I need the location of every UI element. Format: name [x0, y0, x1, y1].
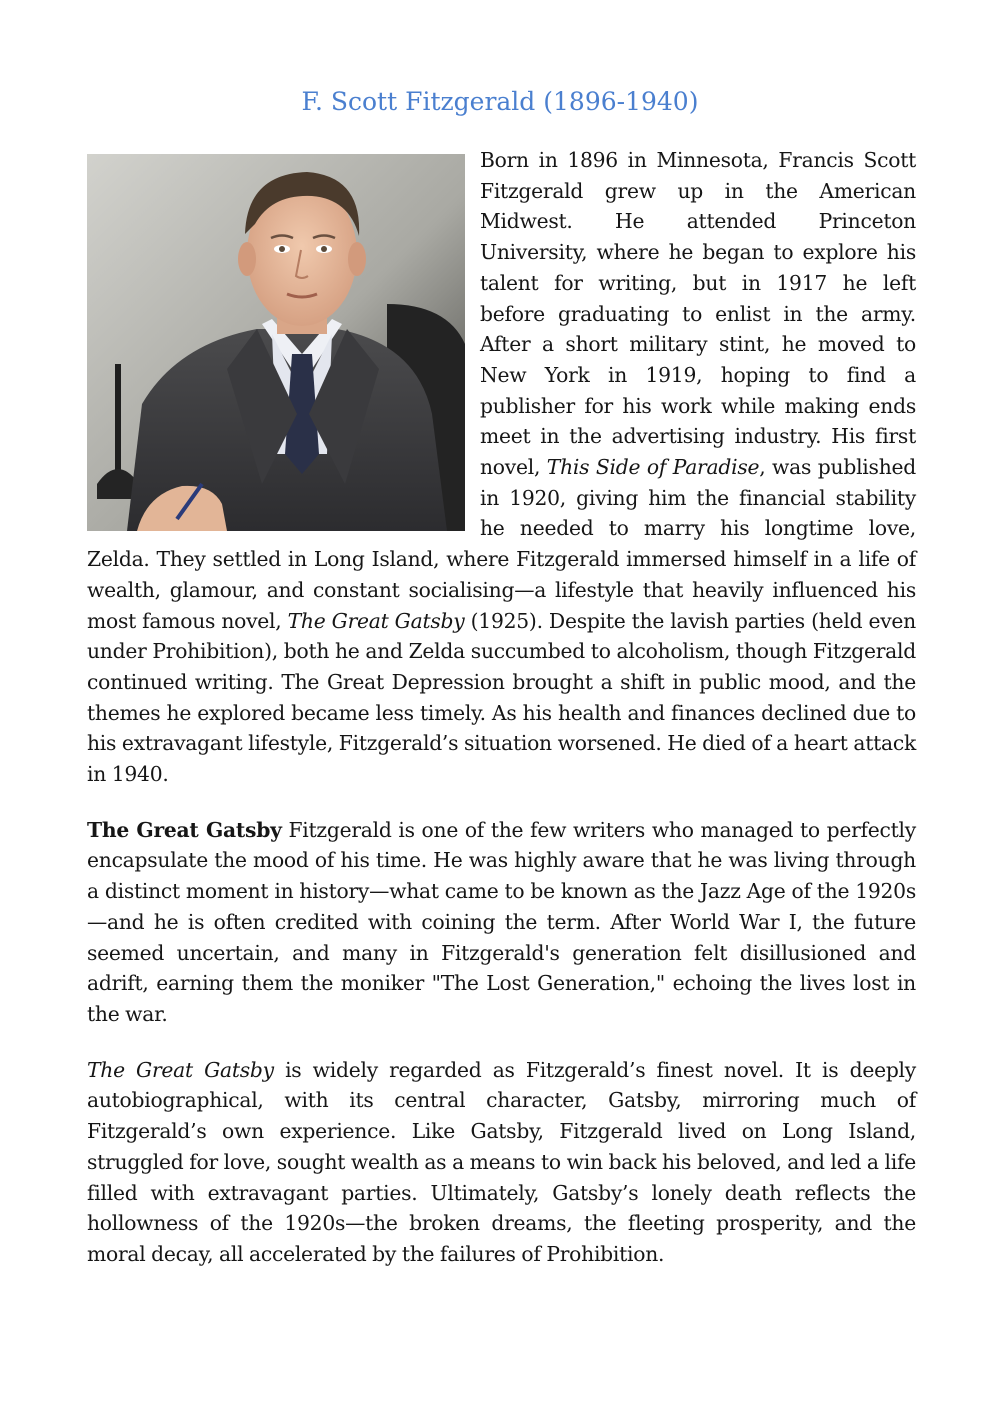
analysis-book-title: The Great Gatsby — [87, 1057, 274, 1082]
bio-text-1: Born in 1896 in Minnesota, Francis Scott Fitzgerald grew up in the American Midwest. He attended Princeton University, where he began to explore his talent for writing, but in 1917 he left before graduating to enlist in the army. After a short military stint, he moved to New York in 1919, hoping to find a publisher for his work while making ends meet in the advertising industry. His first novel, — [480, 148, 916, 480]
gatsby-paragraph — [87, 815, 916, 1030]
analysis-text: is widely regarded as Fitzgerald’s finest novel. It is deeply autobiographical, with its central character, Gatsby, mirroring much of Fitzgerald’s own experience. Like Gatsby, Fitzgerald lived on Long Island, struggled for love, sought wealth as a means to win back his beloved, and led a life filled with extravagant parties. Ultimately, Gatsby’s lonely death reflects the hollowness of the 1920s—the broken dreams, the fleeting prosperity, and the moral decay, all accelerated by the failures of Prohibition. — [87, 1057, 916, 1266]
portrait-illustration — [87, 154, 465, 531]
gatsby-heading: The Great Gatsby — [87, 817, 282, 842]
book-title-great-gatsby: The Great Gatsby — [287, 608, 465, 633]
portrait-photo — [87, 154, 465, 531]
analysis-paragraph — [87, 1055, 916, 1270]
document-body — [87, 145, 916, 1295]
bio-text-2: , was published in 1920, giving him the financial stability he needed to marry his longtime love, Zelda. They settled in Long Island, where Fitzgerald immersed himself in a life of wealth, glamour, and constant socialising—a lifestyle that heavily influenced his most famous novel, — [87, 455, 916, 633]
page-title: F. Scott Fitzgerald (1896-1940) — [301, 87, 699, 116]
bio-text-3: (1925). Despite the lavish parties (held even under Prohibition), both he and Zelda succumbed to alcoholism, though Fitzgerald continued writing. The Great Depression brought a shift in public mood, and the themes he explored became less timely. As his health and finances declined due to his extravagant lifestyle, Fitzgerald’s situation worsened. He died of a heart attack in 1940. — [87, 608, 916, 787]
gatsby-text: Fitzgerald is one of the few writers who managed to perfectly encapsulate the mood of his time. He was highly aware that he was living through a distinct moment in history—what came to be known as the Jazz Age of the 1920s—and he is often credited with coining the term. After World War I, the future seemed uncertain, and many in Fitzgerald's generation felt disillusioned and adrift, earning them the moniker "The Lost Generation," echoing the lives lost in the war. — [87, 817, 916, 1026]
biography-paragraph — [87, 145, 916, 790]
book-title-this-side-of-paradise: This Side of Paradise — [546, 455, 760, 480]
